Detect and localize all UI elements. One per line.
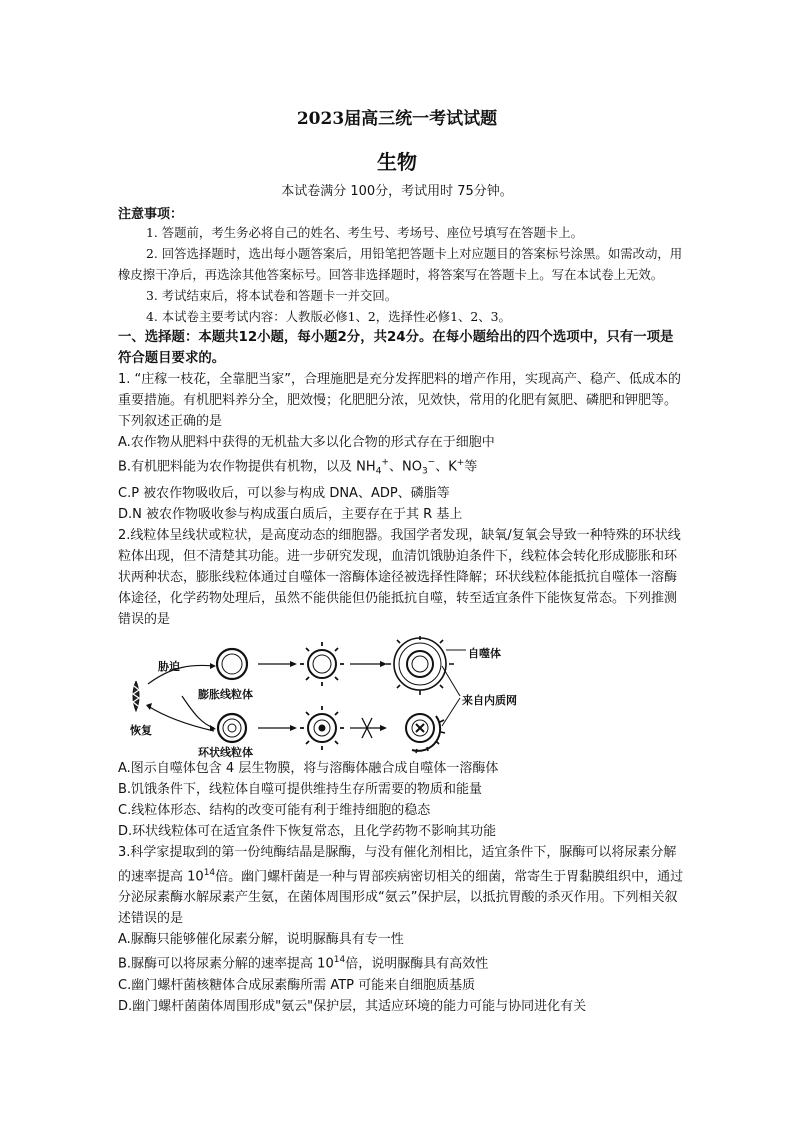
mitochondria-figure — [122, 636, 522, 759]
q3-b-sup: 14 — [333, 955, 346, 966]
q1-b-post: 、K — [435, 459, 457, 475]
q1-b-sub1: 4 — [375, 466, 382, 477]
q3-stem-sup: 14 — [203, 867, 216, 878]
question-2-option-a: A.图示自噬体包含 4 层生物膜，将与溶酶体融合成自噬体一溶酶体 — [118, 760, 499, 776]
q1-b-text: B.有机肥料能为农作物提供有机物，以及 NH — [118, 459, 376, 475]
question-2-stem: 2.线粒体呈线状或粒状，是高度动态的细胞器。我国学者发现，缺氧/复氧会导致一种特殊的环状线粒体出现，但不清楚其功能。进一步研究发现，血清饥饿胁迫条件下，线粒体会转化形成膨胀和环状两种状态，膨胀线粒体通过自噬体一溶酶体途径被选择性降解；环状线粒体能抵抗自噬体一溶酶体途径，化学药物处理后，虽然不能供能但仍能抵抗自噬，转至适宜条件下能恢复常态。下列推测错误的是 — [118, 527, 681, 627]
q1-b-sup3: + — [456, 458, 465, 468]
question-3-option-c: C.幽门螺杆菌核糖体合成尿素酶所需 ATP 可能来自细胞质基质 — [118, 977, 476, 993]
phagophore-ring — [300, 706, 344, 750]
q3-b-post: 倍，说明脲酶具有高效性 — [345, 956, 489, 972]
q3-b-pre: B.脲酶可以将尿素分解的速率提高 10 — [118, 956, 334, 972]
question-3-option-a: A.脲酶只能够催化尿素分解，说明脲酶具有专一性 — [118, 932, 404, 948]
question-3-option-d: D.幽门螺杆菌菌体周围形成"氨云"保护层，其适应环境的能力可能与协同进化有关 — [118, 998, 587, 1014]
ring-with-partial-phagophore — [406, 714, 445, 753]
question-1-stem: 1. “庄稼一枝花，全靠肥当家”，合理施肥是充分发挥肥料的增产作用，实现高产、稳产、低成本的重要措施。有机肥料养分全，肥效慢；化肥肥分浓，见效快，常用的化肥有氮肥、磷肥和钾肥等。下列叙述正确的是 — [118, 372, 682, 429]
question-1-option-b — [118, 453, 684, 483]
nitrate-ion — [421, 458, 436, 477]
subject-title: 生物 — [377, 150, 417, 174]
section-heading: 一、选择题：本题共12小题，每小题2分，共24分。在每小题给出的四个选项中，只有一项是符合题目要求的。 — [118, 330, 674, 366]
label-er: 来自内质网 — [462, 693, 517, 707]
label-recover: 恢复 — [130, 723, 152, 737]
q3-stem-post: 倍。幽门螺杆菌是一种与胃部疾病密切相关的细菌，常寄生于胃黏膜组织中，通过分泌尿素酶水解尿素产生氨，在菌体周围形成“氨云”保护层，以抵抗胃酸的杀灭作用。下列相关叙述错误的是 — [118, 869, 684, 927]
label-stress: 胁迫 — [158, 659, 180, 673]
question-2-option-b: B.饥饿条件下，线粒体自噬可提供维持生存所需要的物质和能量 — [118, 781, 483, 797]
note-item-4: 4. 本试卷主要考试内容：人教版必修1、2，选择性必修1、2、3。 — [146, 309, 511, 324]
q1-b-end: 等 — [464, 459, 478, 475]
notes-heading: 注意事项： — [118, 207, 184, 222]
recover-arrow — [148, 706, 214, 731]
q1-b-sup2: − — [427, 458, 436, 468]
swollen-mitochondrion — [217, 649, 247, 679]
er-pointer-bottom — [442, 698, 460, 726]
note-item-2: 2. 回答选择题时，选出每小题答案后，用铅笔把答题卡上对应题目的答案标号涂黑。如需改动，用橡皮擦干净后，再选涂其他答案标号。回答非选择题时，将答案写在答题卡上。写在本试卷上无效。 — [118, 246, 683, 282]
note-item-3: 3. 考试结束后，将本试卷和答题卡一并交回。 — [146, 288, 398, 303]
question-3-stem — [118, 842, 684, 929]
label-ring: 环状线粒体 — [198, 745, 253, 759]
er-pointer-top — [442, 666, 460, 696]
q1-b-sub2: 3 — [421, 466, 428, 477]
q3-stem-pre: 3.科学家提取到的第一份纯酶结晶是脲酶，与没有催化剂相比，适宜条件下，脲酶可以将尿素分解的速率提高 10 — [118, 844, 677, 885]
q1-b-mid: 、NO — [388, 459, 422, 475]
ring-mitochondrion — [218, 714, 246, 742]
question-3-option-b — [118, 950, 684, 974]
label-autophagosome: 自噬体 — [468, 646, 501, 660]
q1-b-sup1: + — [381, 458, 389, 468]
autophagosome — [386, 636, 454, 695]
question-2-option-c: C.线粒体形态、结构的改变可能有利于维持细胞的稳态 — [118, 802, 431, 818]
exam-body — [118, 222, 684, 1017]
ammonium-ion — [375, 458, 389, 477]
question-2-option-d: D.环状线粒体可在适宜条件下恢复常态，且化学药物不影响其功能 — [118, 823, 497, 839]
note-item-1: 1. 答题前，考生务必将自己的姓名、考生号、考场号、座位号填写在答题卡上。 — [146, 225, 584, 240]
question-1-option-a: A.农作物从肥料中获得的无机盐大多以化合物的形式存在于细胞中 — [118, 435, 495, 450]
phagophore-swollen — [300, 642, 344, 686]
normal-mitochondrion — [133, 681, 139, 711]
label-swollen: 膨胀线粒体 — [198, 687, 253, 701]
exam-title: 2023届高三统一考试试题 — [296, 109, 498, 129]
exam-meta: 本试卷满分 100分，考试用时 75分钟。 — [281, 184, 513, 199]
question-1-option-d: D.N 被农作物吸收参与构成蛋白质后，主要存在于其 R 基上 — [118, 506, 463, 522]
question-1-option-c: C.P 被农作物吸收后，可以参与构成 DNA、ADP、磷脂等 — [118, 485, 450, 501]
